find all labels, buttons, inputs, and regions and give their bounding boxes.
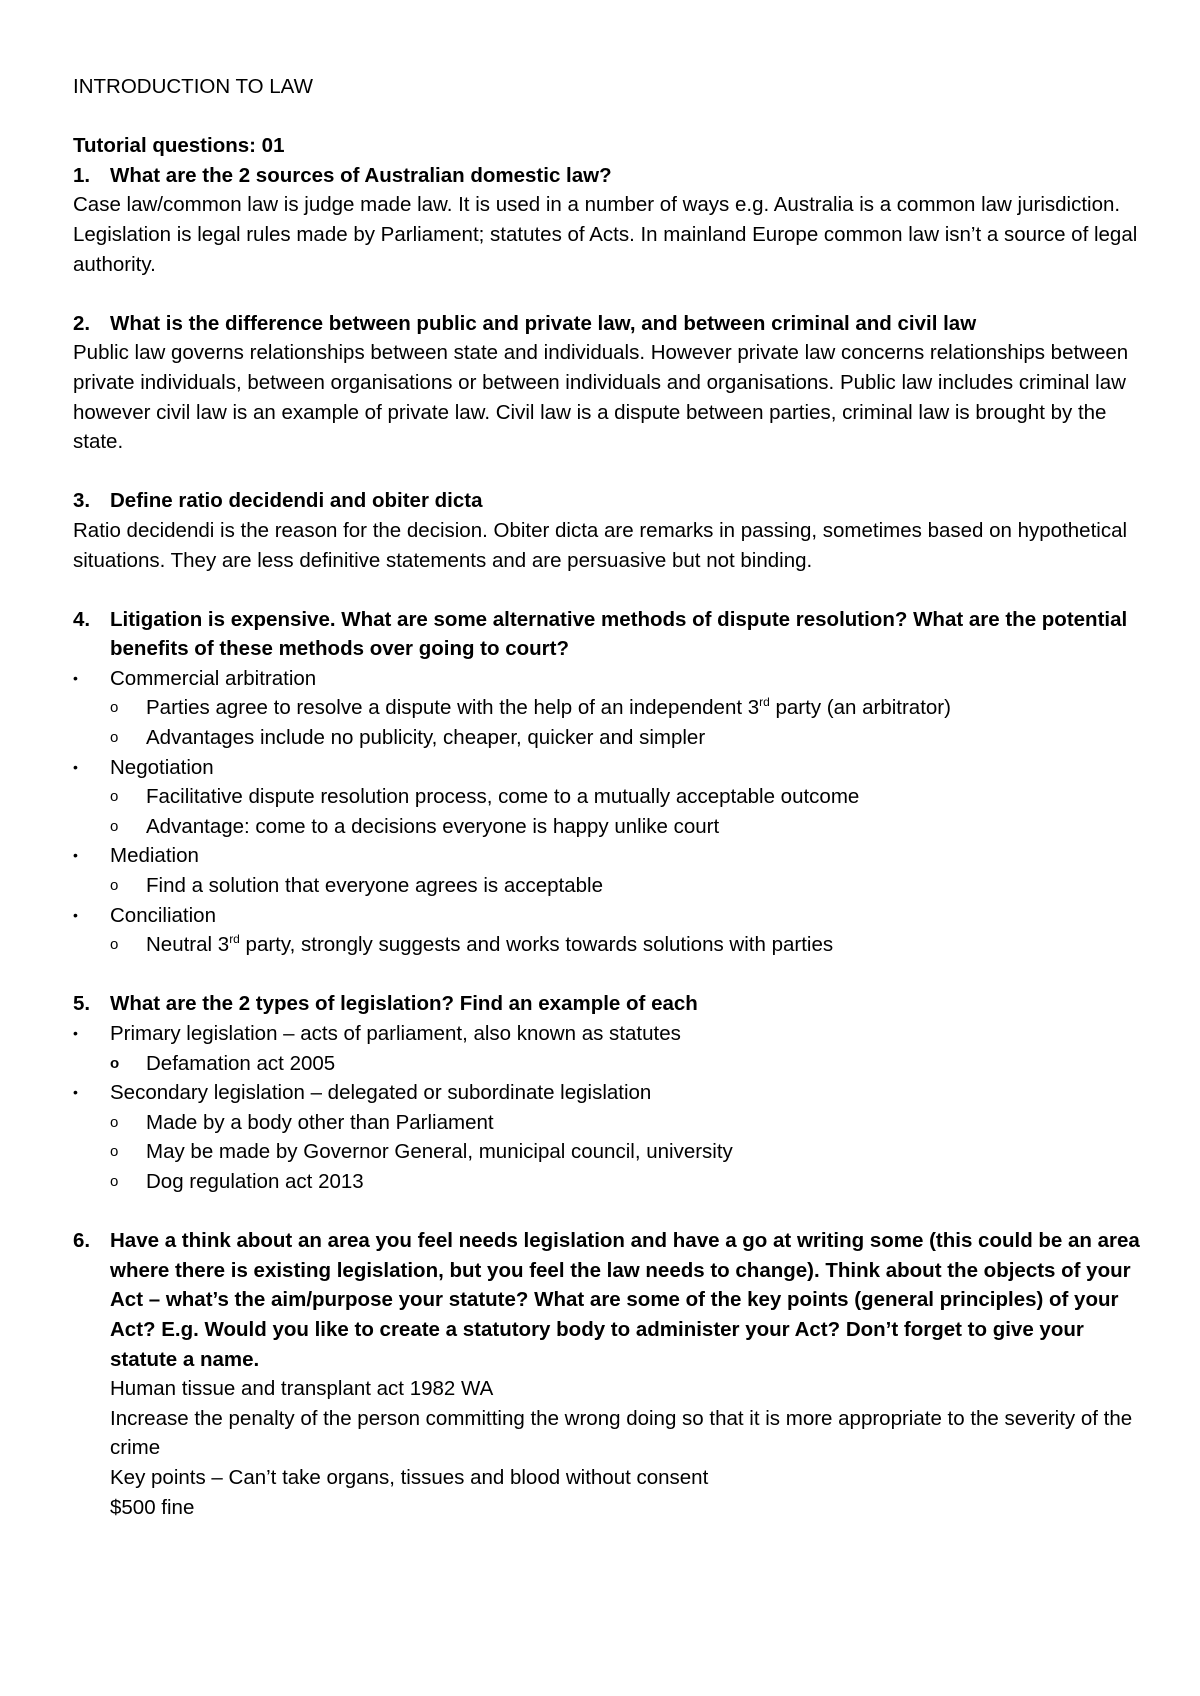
question-2	[73, 309, 1140, 339]
sub-list-item	[73, 871, 1140, 901]
bullet-icon: •	[73, 906, 78, 923]
circle-bullet-icon: o	[110, 699, 119, 717]
question-number: 5.	[73, 992, 91, 1016]
sub-list	[73, 930, 1140, 960]
circle-bullet-icon: o	[110, 817, 119, 835]
circle-bullet-icon: o	[110, 936, 119, 954]
question-6	[73, 1226, 1140, 1374]
circle-bullet-icon: o	[110, 788, 119, 806]
circle-bullet-icon: o	[110, 729, 119, 747]
bullet-icon: •	[73, 847, 78, 864]
sub-list-item	[73, 930, 1140, 960]
sub-list-item	[73, 723, 1140, 753]
answer-6	[73, 1374, 1140, 1522]
bullet-icon: •	[73, 1084, 78, 1101]
spacer	[73, 960, 1140, 990]
sub-list-item	[73, 1137, 1140, 1167]
sub-list-item	[73, 812, 1140, 842]
sub-list-item	[73, 782, 1140, 812]
circle-bullet-icon: o	[110, 1143, 119, 1161]
question-text: What are the 2 types of legislation? Find an example of each	[110, 992, 698, 1016]
spacer	[73, 575, 1140, 605]
answer-3: Ratio decidendi is the reason for the decision. Obiter dicta are remarks in passing, sometimes based on hypothetical situations. They are less definitive statements and are persuasive but not binding.	[73, 518, 1128, 572]
sub-list-item-text: Advantages include no publicity, cheaper, quicker and simpler	[146, 726, 706, 750]
question-number: 4.	[73, 607, 91, 631]
list-item	[73, 664, 1140, 753]
adr-methods-list	[73, 664, 1140, 960]
list-item	[73, 1019, 1140, 1078]
list-item-label: Mediation	[110, 844, 199, 868]
answer-line: Key points – Can’t take organs, tissues and blood without consent	[110, 1465, 709, 1489]
sub-list	[73, 693, 1140, 752]
list-item	[73, 901, 1140, 960]
sub-list-item	[73, 693, 1140, 723]
list-item	[73, 841, 1140, 900]
sub-list	[73, 782, 1140, 841]
sub-list	[73, 1049, 1140, 1079]
list-item	[73, 753, 1140, 842]
question-text: Litigation is expensive. What are some alternative methods of dispute resolution? What are the potential benefits of these methods over going to court?	[110, 607, 1128, 661]
bullet-icon: •	[73, 669, 78, 686]
sub-list-item-text: Neutral 3rd party, strongly suggests and works towards solutions with parties	[146, 932, 834, 957]
spacer	[73, 457, 1140, 487]
sub-list-item-text: Advantage: come to a decisions everyone is happy unlike court	[146, 814, 720, 838]
list-item-label: Primary legislation – acts of parliament, also known as statutes	[110, 1022, 681, 1045]
question-5	[73, 989, 1140, 1019]
sub-list	[73, 871, 1140, 901]
sub-list-item-text: Parties agree to resolve a dispute with the help of an independent 3rd party (an arbitrator)	[146, 695, 951, 720]
ordinal-suffix: rd	[229, 932, 240, 947]
question-text: Have a think about an area you feel needs legislation and have a go at writing some (this could be an area where there is existing legislation, but you feel the law needs to change). Think about the objects of your Act – what’s the aim/purpose your statute? What are some of the key points (general principles) of your Act? E.g. Would you like to create a statutory body to administer your Act? Don’t forget to give your statute a name.	[110, 1229, 1140, 1371]
question-3	[73, 486, 1140, 516]
circle-bullet-icon: o	[110, 877, 119, 895]
ordinal-suffix: rd	[759, 695, 770, 710]
document-title: INTRODUCTION TO LAW	[73, 75, 313, 98]
list-item-label: Secondary legislation – delegated or subordinate legislation	[110, 1081, 652, 1105]
sub-list	[73, 1108, 1140, 1197]
list-item	[73, 1078, 1140, 1196]
answer-2: Public law governs relationships between state and individuals. However private law concerns relationships between private individuals, between organisations or between individuals and organisations. Public law includes criminal law however civil law is an example of private law. Civil law is a dispute between parties, criminal law is brought by the state.	[73, 341, 1129, 454]
bullet-icon: •	[73, 758, 78, 775]
sub-list-item-text: Facilitative dispute resolution process, come to a mutually acceptable outcome	[146, 785, 860, 809]
question-text: What is the difference between public and private law, and between criminal and civil law	[110, 311, 977, 335]
spacer	[73, 279, 1140, 309]
sub-list-item-text: Defamation act 2005	[146, 1051, 336, 1075]
question-number: 6.	[73, 1229, 91, 1253]
answer-line: Human tissue and transplant act 1982 WA	[110, 1377, 494, 1401]
circle-bullet-icon: o	[110, 1172, 119, 1190]
circle-bullet-icon: o	[110, 1113, 119, 1131]
sub-list-item-text: Dog regulation act 2013	[146, 1169, 364, 1193]
spacer	[73, 102, 1140, 132]
sub-list-item	[73, 1167, 1140, 1197]
question-text: What are the 2 sources of Australian domestic law?	[110, 163, 612, 187]
spacer	[73, 1197, 1140, 1227]
tutorial-subtitle: Tutorial questions: 01	[73, 134, 285, 158]
sub-list-item-text: Made by a body other than Parliament	[146, 1110, 494, 1134]
sub-list-item-text: May be made by Governor General, municipal council, university	[146, 1140, 733, 1164]
question-number: 3.	[73, 489, 91, 513]
list-item-label: Negotiation	[110, 755, 214, 779]
question-text: Define ratio decidendi and obiter dicta	[110, 489, 483, 513]
list-item-label: Commercial arbitration	[110, 666, 317, 690]
question-4	[73, 605, 1140, 664]
question-number: 1.	[73, 163, 91, 187]
circle-bullet-icon: o	[110, 1054, 120, 1072]
question-1	[73, 161, 1140, 191]
answer-line: $500 fine	[110, 1495, 195, 1519]
list-item-label: Conciliation	[110, 903, 216, 927]
bullet-icon: •	[73, 1025, 78, 1041]
sub-list-item	[73, 1108, 1140, 1138]
answer-1: Case law/common law is judge made law. It is used in a number of ways e.g. Australia is a common law jurisdiction. Legislation is legal rules made by Parliament; statutes of Acts. In mainland Europe common law isn’t a source of legal authority.	[73, 193, 1138, 276]
sub-list-item-text: Find a solution that everyone agrees is acceptable	[146, 874, 603, 898]
question-number: 2.	[73, 311, 91, 335]
answer-line: Increase the penalty of the person committing the wrong doing so that it is more appropriate to the severity of the crime	[110, 1406, 1133, 1460]
sub-list-item	[73, 1049, 1140, 1079]
legislation-types-list	[73, 1019, 1140, 1197]
